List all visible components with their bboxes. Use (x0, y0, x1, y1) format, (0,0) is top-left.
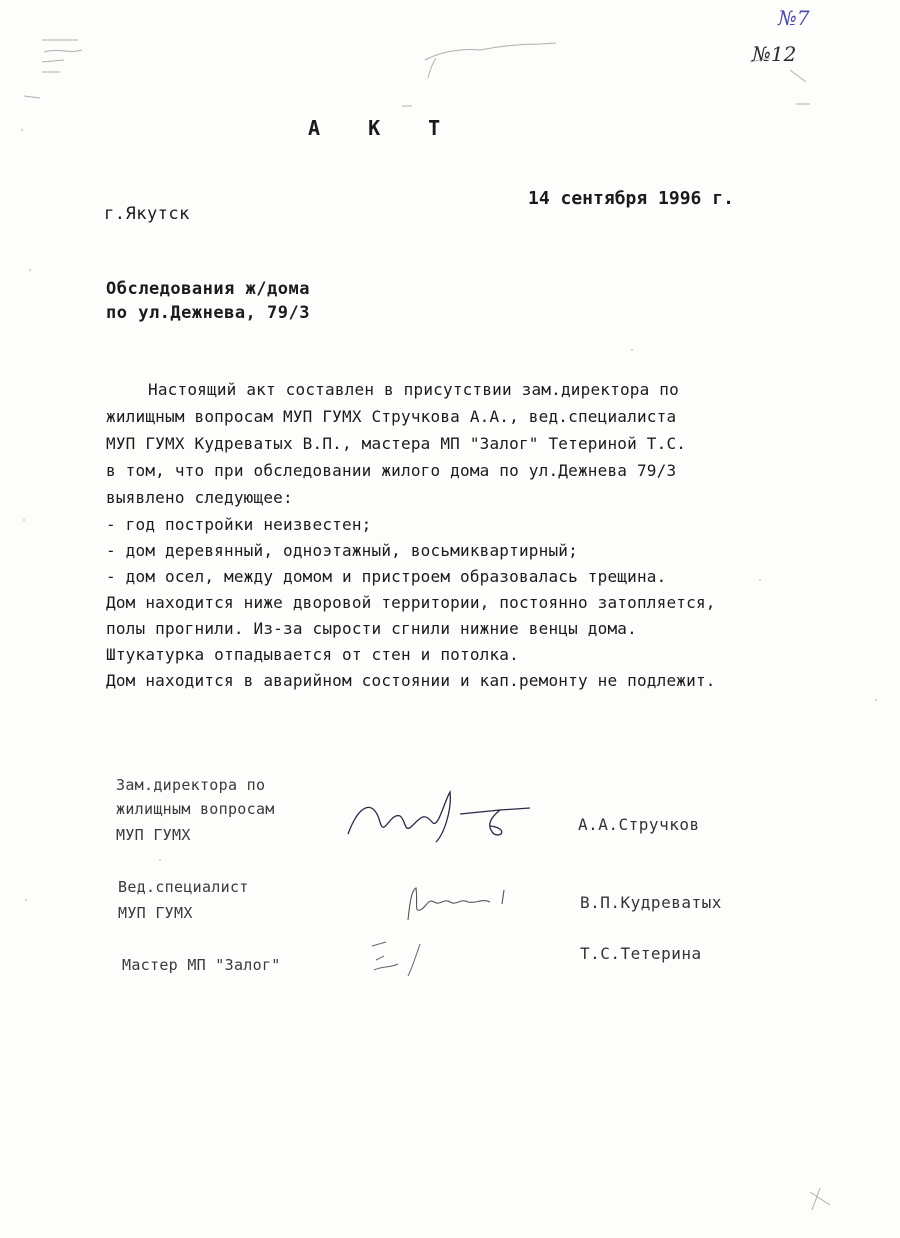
signature-kudrevatykh (400, 880, 520, 930)
body-line: Штукатурка отпадывается от стен и потолка. (106, 645, 519, 664)
signatory-name: В.П.Кудреватых (580, 893, 722, 912)
body-line: - дом деревянный, одноэтажный, восьмиквартирный; (106, 541, 578, 560)
body-line: Дом находится в аварийном состоянии и кап.ремонту не подлежит. (106, 671, 716, 690)
body-line: - год постройки неизвестен; (106, 515, 372, 534)
body-line: выявлено следующее: (106, 488, 293, 507)
date-line: 14 сентября 1996 г. (528, 188, 734, 209)
body-line: Настоящий акт составлен в присутствии зам.директора по (148, 380, 679, 399)
body-line: Дом находится ниже дворовой территории, постоянно затопляется, (106, 593, 716, 612)
signatory-name: Т.С.Тетерина (580, 944, 702, 963)
subject-line-1: Обследования ж/дома (106, 279, 310, 299)
page-number-handwritten: №7 (778, 6, 810, 30)
signature-teterina (368, 936, 438, 980)
body-line: - дом осел, между домом и пристроем образовалась трещина. (106, 567, 667, 586)
city-line: г.Якутск (104, 204, 190, 224)
signatory-position: Мастер МП "Залог" (122, 956, 281, 974)
signatory-position: МУП ГУМХ (118, 904, 193, 922)
signatory-position: жилищным вопросам (116, 800, 275, 818)
document-title: А К Т (308, 116, 459, 140)
signatory-position: Зам.директора по (116, 776, 266, 794)
signatory-position: Вед.специалист (118, 878, 249, 896)
subject-line-2: по ул.Дежнева, 79/3 (106, 303, 310, 323)
signatory-position: МУП ГУМХ (116, 826, 191, 844)
folio-mark-handwritten: №12 (752, 42, 797, 66)
body-line: в том, что при обследовании жилого дома по ул.Дежнева 79/3 (106, 461, 677, 480)
signatory-name: А.А.Стручков (578, 815, 700, 834)
body-line: полы прогнили. Из-за сырости сгнили нижние венцы дома. (106, 619, 637, 638)
body-line: МУП ГУМХ Кудреватых В.П., мастера МП "Залог" Тетериной Т.С. (106, 434, 687, 453)
body-line: жилищным вопросам МУП ГУМХ Стручкова А.А., вед.специалиста (106, 407, 677, 426)
signature-struchkov (340, 782, 540, 852)
